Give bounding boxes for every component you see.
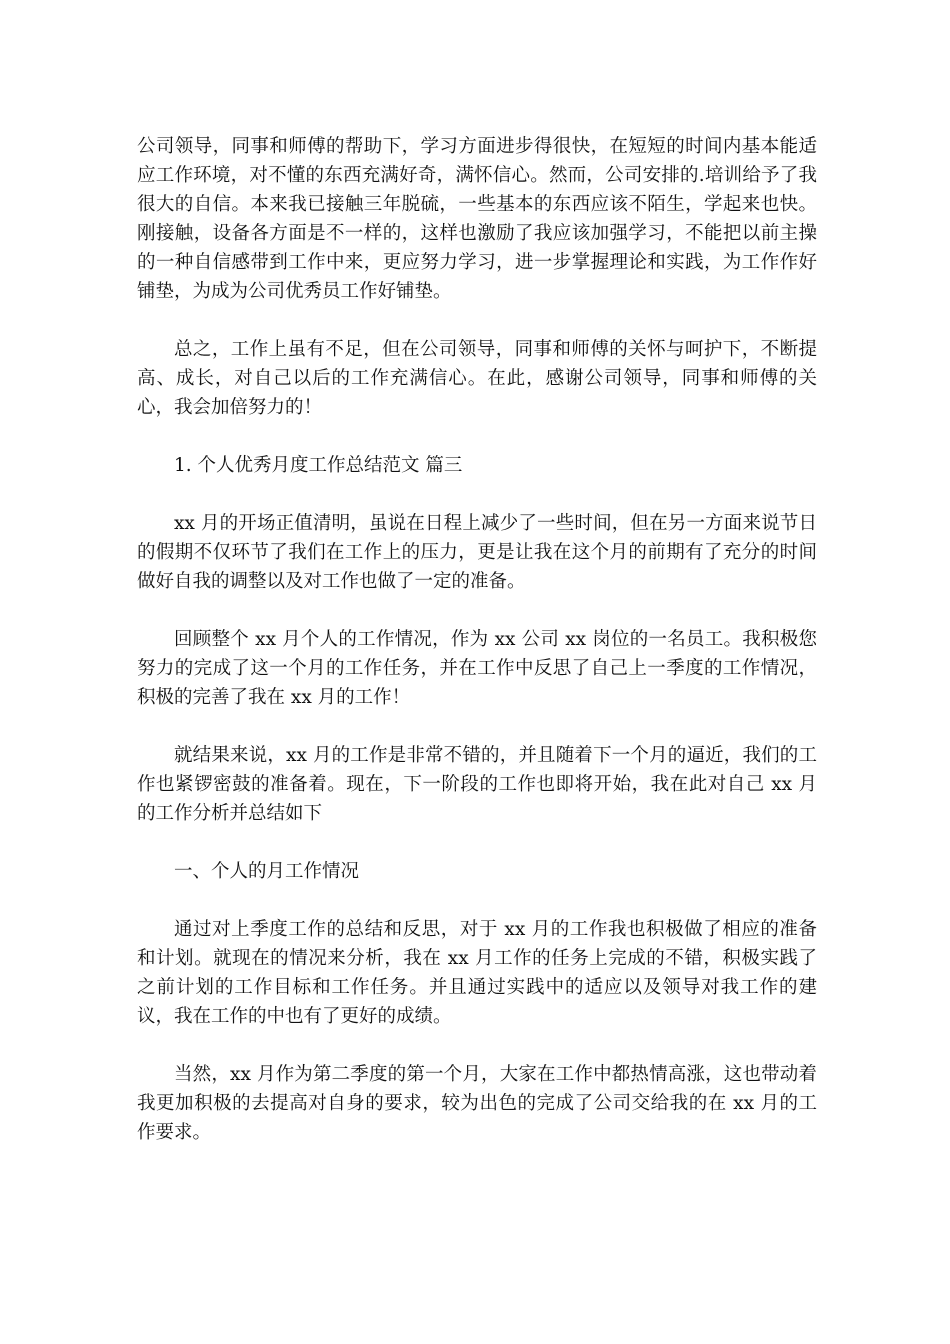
paragraph-month-start: xx 月的开场正值清明，虽说在日程上减少了一些时间，但在另一方面来说节日的假期不仅环节了我们在工作上的压力，更是让我在这个月的前期有了充分的时间做好自我的调整以及对工作也做了一定的准备。 bbox=[137, 513, 817, 592]
document-body bbox=[137, 132, 817, 1176]
paragraph-plan: 通过对上季度工作的总结和反思，对于 xx 月的工作我也积极做了相应的准备和计划。就现在的情况来分析，我在 xx 月工作的任务上完成的不错，积极实践了之前计划的工作目标和工作任务。并且通过实践中的适应以及领导对我工作的建议，我在工作的中也有了更好的成绩。 bbox=[137, 919, 817, 1027]
paragraph-review: 回顾整个 xx 月个人的工作情况，作为 xx 公司 xx 岗位的一名员工。我积极您努力的完成了这一个月的工作任务，并在工作中反思了自己上一季度的工作情况，积极的完善了我在 xx 月的工作！ bbox=[137, 629, 817, 708]
paragraph-training: 公司领导，同事和师傅的帮助下，学习方面进步得很快，在短短的时间内基本能适应工作环境，对不懂的东西充满好奇，满怀信心。然而，公司安排的.培训给予了我很大的自信。本来我已接触三年脱硫，一些基本的东西应该不陌生，学起来也快。刚接触，设备各方面是不一样的，这样也激励了我应该加强学习，不能把以前主操的一种自信感带到工作中来，更应努力学习，进一步掌握理论和实践，为工作作好铺垫，为成为公司优秀员工作好铺垫。 bbox=[137, 136, 817, 302]
paragraph-results: 就结果来说，xx 月的工作是非常不错的，并且随着下一个月的逼近，我们的工作也紧锣密鼓的准备着。现在，下一阶段的工作也即将开始，我在此对自己 xx 月的工作分析并总结如下 bbox=[137, 745, 817, 824]
paragraph-conclusion: 总之，工作上虽有不足，但在公司领导，同事和师傅的关怀与呵护下，不断提高、成长，对自己以后的工作充满信心。在此，感谢公司领导，同事和师傅的关心，我会加倍努力的！ bbox=[137, 339, 817, 418]
subheading-monthly-work: 一、个人的月工作情况 bbox=[174, 861, 360, 882]
section-heading-part-three: 1. 个人优秀月度工作总结范文 篇三 bbox=[174, 455, 463, 476]
paragraph-second-quarter: 当然，xx 月作为第二季度的第一个月，大家在工作中都热情高涨，这也带动着我更加积极的去提高对自身的要求，较为出色的完成了公司交给我的在 xx 月的工作要求。 bbox=[137, 1064, 817, 1143]
